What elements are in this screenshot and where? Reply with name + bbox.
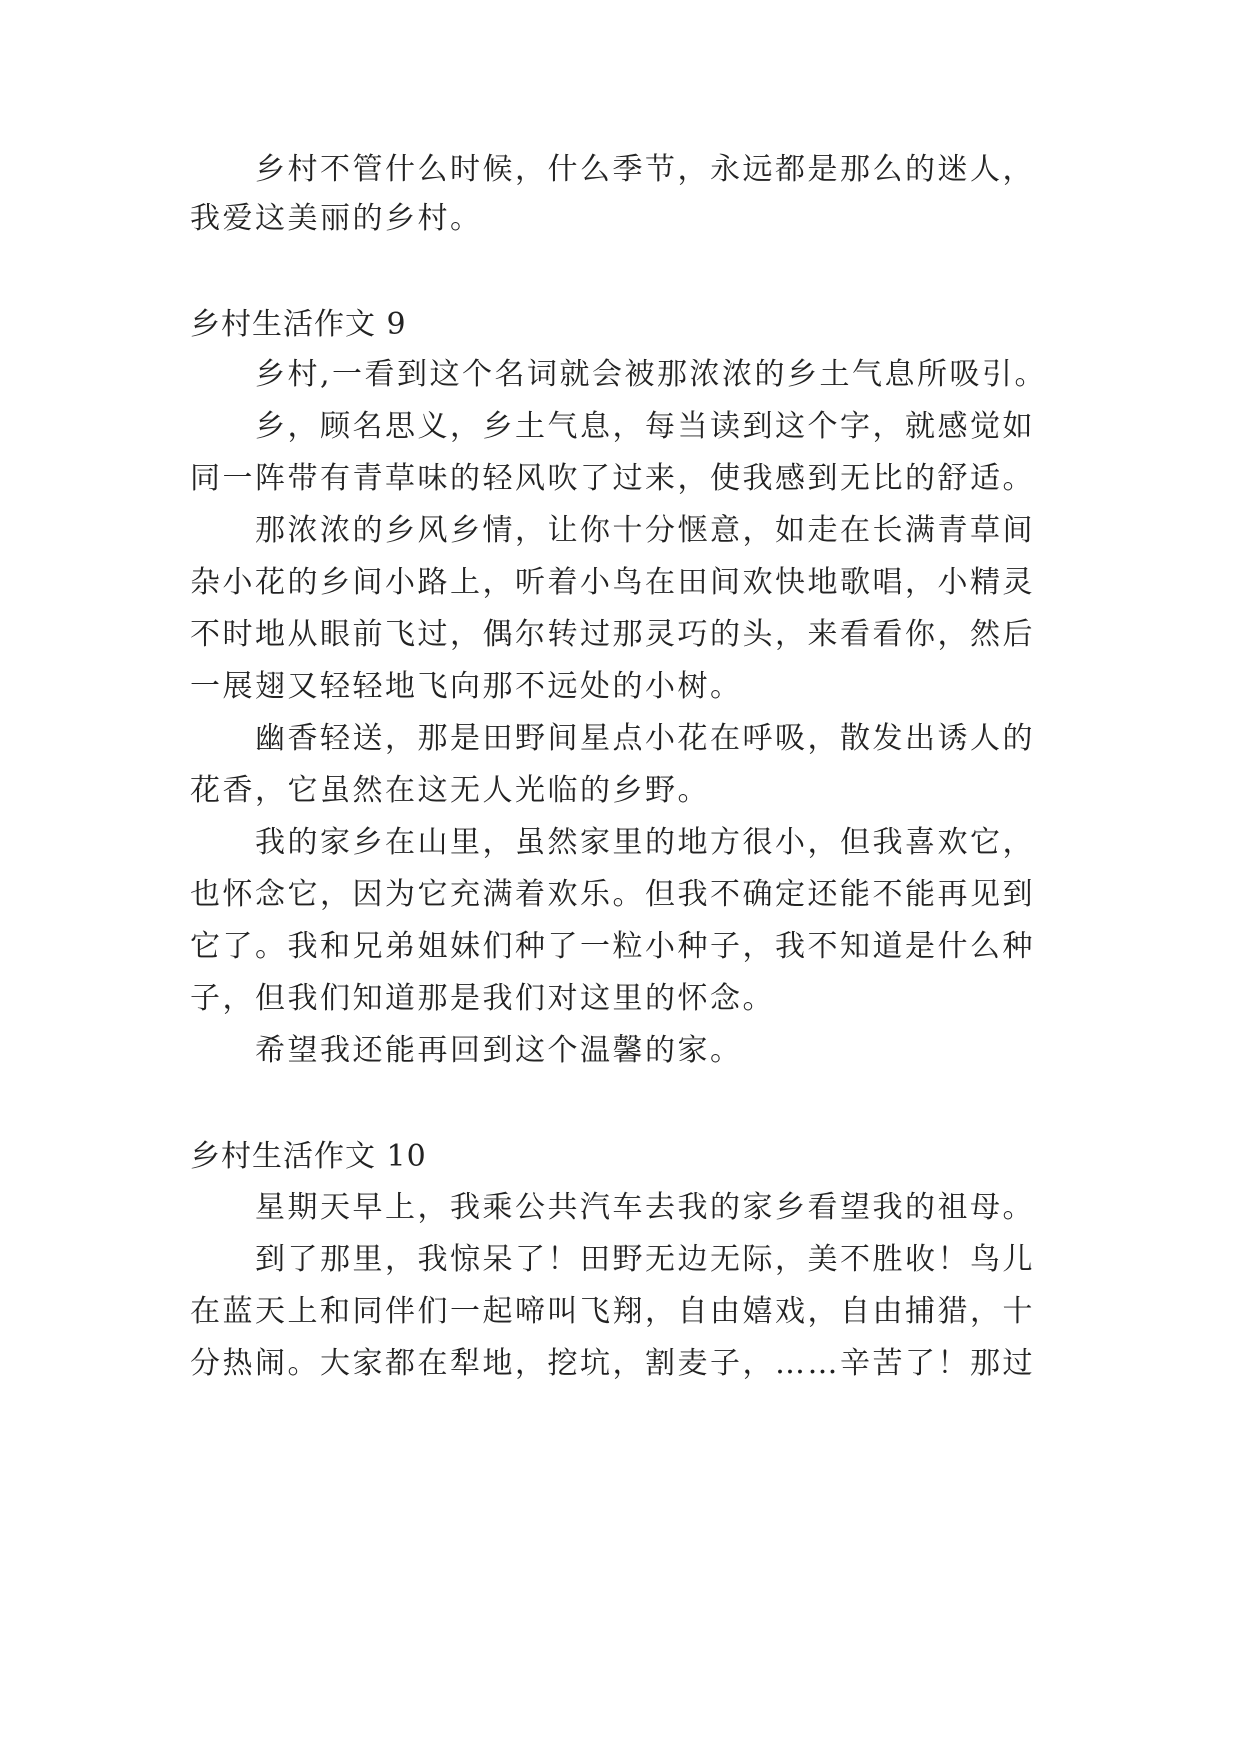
paragraph-line: 我的家乡在山里，虽然家里的地方很小，但我喜欢它， [255,825,1035,860]
paragraph-line: 乡村不管什么时候，什么季节，永远都是那么的迷人， [255,152,1035,187]
paragraph-line: 杂小花的乡间小路上，听着小鸟在田间欢快地歌唱，小精灵 [190,565,1035,600]
paragraph-line: 同一阵带有青草味的轻风吹了过来，使我感到无比的舒适。 [190,461,1035,496]
paragraph-line: 不时地从眼前飞过，偶尔转过那灵巧的头，来看看你，然后 [190,617,1035,652]
paragraph-line: 在蓝天上和同伴们一起啼叫飞翔，自由嬉戏，自由捕猎，十 [190,1294,1035,1329]
paragraph-line: 到了那里，我惊呆了！田野无边无际，美不胜收！鸟儿 [255,1242,1035,1277]
section-heading: 乡村生活作文 9 [190,307,407,342]
paragraph-line: 我爱这美丽的乡村。 [190,201,483,236]
paragraph-line: 那浓浓的乡风乡情，让你十分惬意，如走在长满青草间 [255,513,1035,548]
section-heading: 乡村生活作文 10 [190,1139,427,1174]
paragraph-line: 乡村,一看到这个名词就会被那浓浓的乡土气息所吸引。 [255,357,1048,392]
paragraph-line: 子，但我们知道那是我们对这里的怀念。 [190,981,775,1016]
paragraph-line: 乡，顾名思义，乡土气息，每当读到这个字，就感觉如 [255,409,1035,444]
paragraph-line: 分热闹。大家都在犁地，挖坑，割麦子，……辛苦了！那过 [190,1346,1035,1381]
paragraph-line: 一展翅又轻轻地飞向那不远处的小树。 [190,669,743,704]
paragraph-line: 它了。我和兄弟姐妹们种了一粒小种子，我不知道是什么种 [190,929,1035,964]
paragraph-line: 幽香轻送，那是田野间星点小花在呼吸，散发出诱人的 [255,721,1035,756]
paragraph-line: 希望我还能再回到这个温馨的家。 [255,1033,743,1068]
paragraph-line: 星期天早上，我乘公共汽车去我的家乡看望我的祖母。 [255,1190,1035,1225]
paragraph-line: 也怀念它，因为它充满着欢乐。但我不确定还能不能再见到 [190,877,1035,912]
paragraph-line: 花香，它虽然在这无人光临的乡野。 [190,773,710,808]
